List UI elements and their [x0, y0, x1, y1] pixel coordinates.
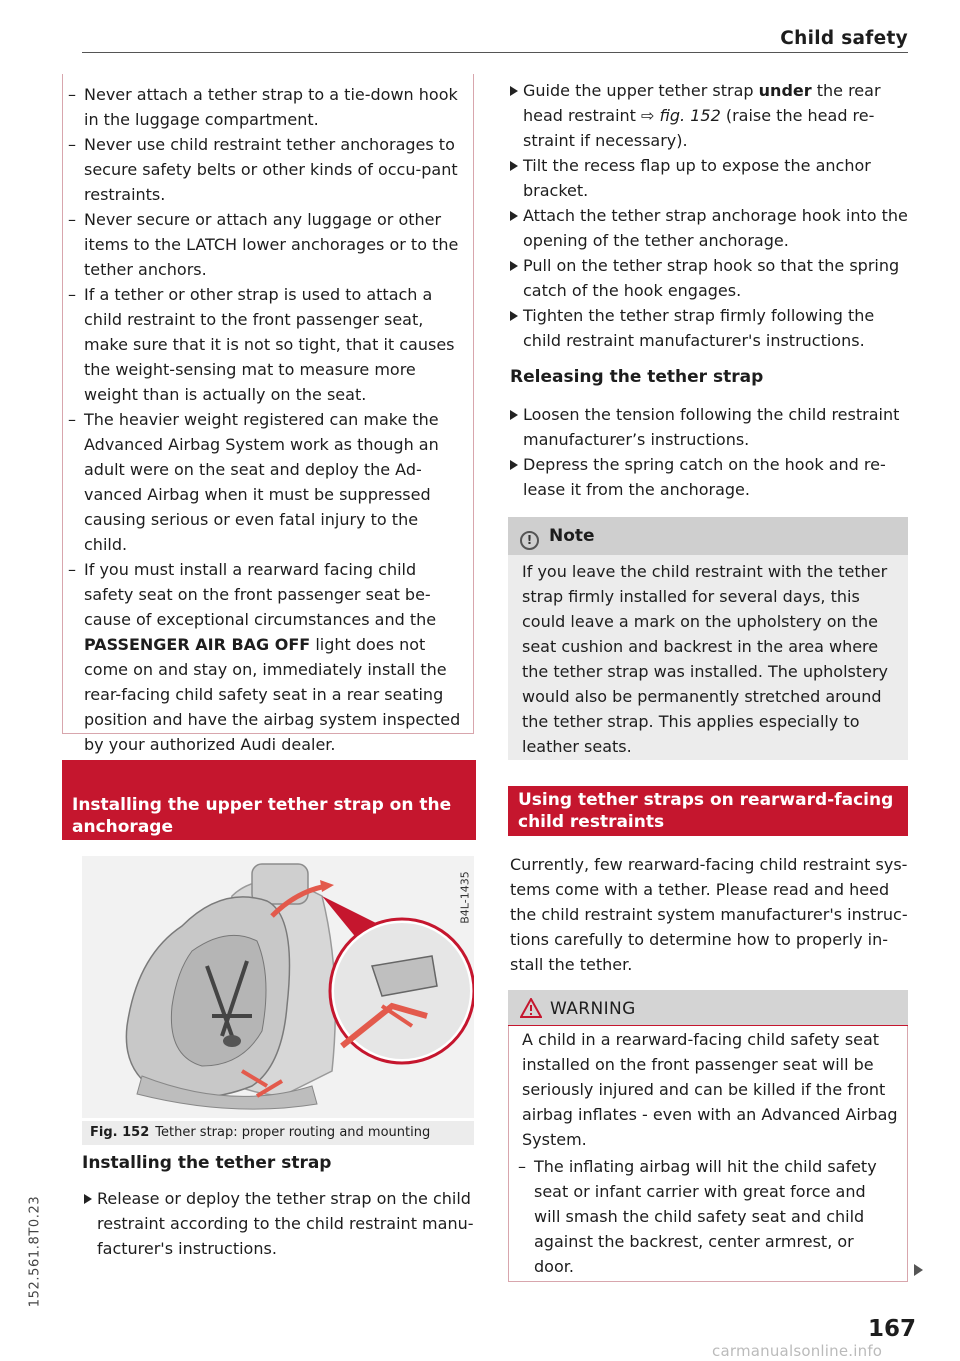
subheading-releasing: Releasing the tether strap — [510, 367, 764, 387]
warning-header: WARNING — [508, 990, 908, 1026]
watermark: carmanualsonline.info — [712, 1342, 883, 1360]
section-heading-rearward: Using tether straps on rearward-facing child restraints — [508, 786, 908, 836]
list-item: Loosen the tension following the child restraint manufacturer’s instructions. — [508, 402, 910, 452]
release-steps — [508, 402, 910, 502]
continue-arrow-icon — [914, 1264, 923, 1276]
figure-code: B4L-1435 — [458, 871, 472, 924]
child-seat-illustration — [82, 856, 474, 1118]
note-header: ! Note — [508, 517, 908, 555]
list-item: Pull on the tether strap hook so that the spring catch of the hook engages. — [508, 253, 910, 303]
install-steps-left — [82, 1186, 474, 1261]
figure-reference-link[interactable]: ⇨ fig. 152 — [641, 106, 721, 125]
figure-label: Fig. 152 — [90, 1125, 150, 1140]
figure-tether-illustration — [82, 856, 474, 1118]
note-body: If you leave the child restraint with the tether strap firmly installed for several days, this could leave a mark on the upholstery on the seat cushion and backrest in the area where the tether strap was installed. The upholstery would also be permanently stretched around the tether strap. This applies especially to leather seats. — [508, 555, 908, 760]
list-item: – The heavier weight registered can make the Advanced Airbag System work as though an adult were on the seat and deploy the Ad-vanced Airbag when it must be suppressed causing serious or even fatal injury to the child. — [62, 407, 466, 557]
list-item: – The inflating airbag will hit the child safety seat or infant carrier with great force and will smash the child safety seat and child against the backrest, center armrest, or door. — [512, 1154, 896, 1279]
section-heading-install: Installing the upper tether strap on the anchorage — [62, 760, 476, 840]
warning-list-right — [512, 1154, 896, 1279]
list-item: Guide the upper tether strap under the rear head restraint ⇨ fig. 152 (raise the head re-straint if necessary). — [508, 78, 910, 153]
list-item: Tilt the recess flap up to expose the anchor bracket. — [508, 153, 910, 203]
warning-text: A child in a rearward-facing child safety seat installed on the front passenger seat will be seriously injured and can be killed if the front airbag inflates - even with an Advanced Airbag System. — [522, 1030, 898, 1149]
warning-triangle-icon — [520, 998, 542, 1018]
header-divider — [82, 52, 908, 53]
warning-list-left — [62, 82, 466, 757]
list-item: Attach the tether strap anchorage hook into the opening of the tether anchorage. — [508, 203, 910, 253]
list-item: – Never use child restraint tether anchorages to secure safety belts or other kinds of occu-pant restraints. — [62, 132, 466, 207]
figure-caption: Fig. 152 Tether strap: proper routing and mounting — [82, 1121, 474, 1145]
rearward-paragraph: Currently, few rearward-facing child restraint sys-tems come with a tether. Please read and heed the child restraint system manufacturer's instruc-tions carefully to determine how to properly in-stall the tether. — [510, 855, 908, 974]
list-item: Depress the spring catch on the hook and re-lease it from the anchorage. — [508, 452, 910, 502]
document-code: 152.561.8T0.23 — [27, 1195, 43, 1308]
section-title: Child safety — [780, 28, 908, 49]
indicator-name: PASSENGER AIR BAG OFF — [84, 635, 311, 654]
list-item: – Never attach a tether strap to a tie-down hook in the luggage compartment. — [62, 82, 466, 132]
install-steps-right — [508, 78, 910, 353]
list-item: – Never secure or attach any luggage or other items to the LATCH lower anchorages or to the tether anchors. — [62, 207, 466, 282]
page-number: 167 — [868, 1316, 917, 1342]
list-item: – If you must install a rearward facing child safety seat on the front passenger seat be-cause of exceptional circumstances and the PASSENGER AIR BAG OFF light does not come on and stay on, immediately install the rear-facing child safety seat in a rear seating position and have the airbag system inspected by your authorized Audi dealer. — [62, 557, 466, 757]
subheading-installing: Installing the tether strap — [82, 1153, 332, 1173]
list-item: Tighten the tether strap firmly following the child restraint manufacturer's instructions. — [508, 303, 910, 353]
list-item: Release or deploy the tether strap on the child restraint according to the child restraint manu-facturer's instructions. — [82, 1186, 474, 1261]
list-item: – If a tether or other strap is used to attach a child restraint to the front passenger seat, make sure that it is not so tight, that it causes the weight-sensing mat to measure more weight than is actually on the seat. — [62, 282, 466, 407]
info-icon: ! — [520, 531, 539, 550]
